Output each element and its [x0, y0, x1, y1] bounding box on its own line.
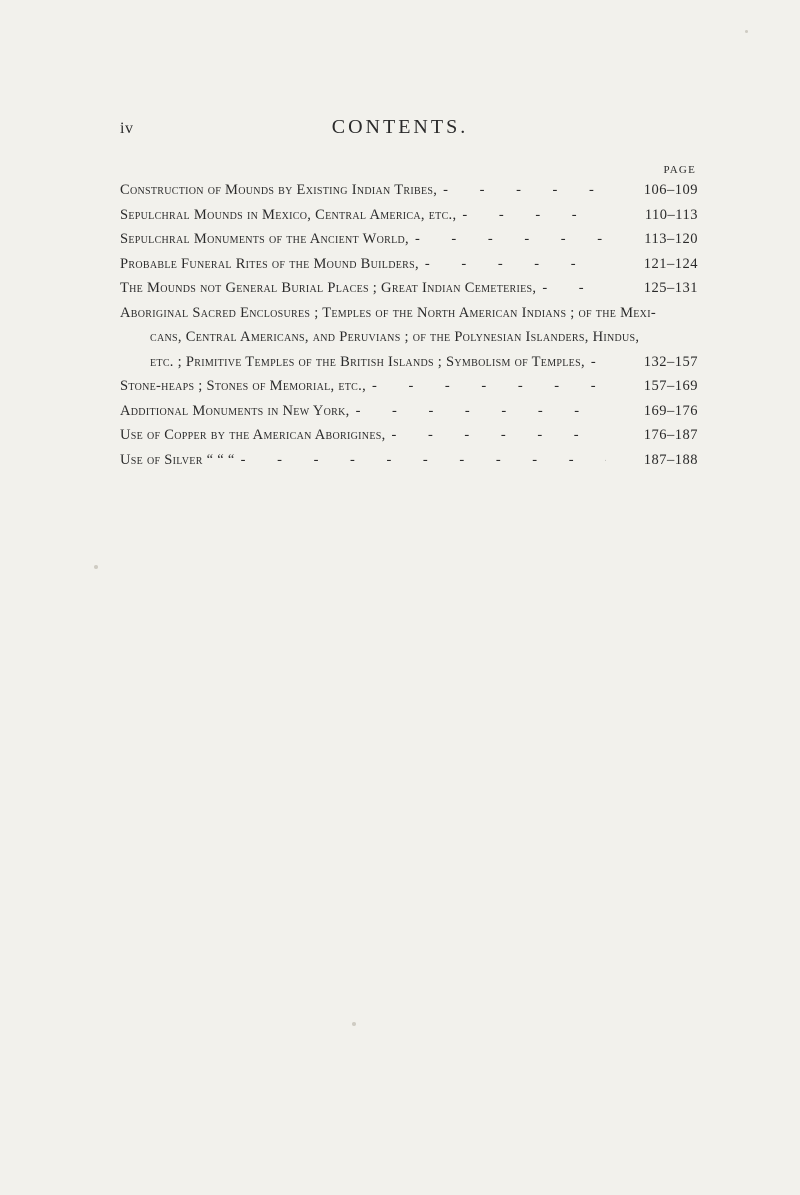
dot-leader [542, 276, 606, 301]
toc-entry-pages: 157–169 [643, 378, 698, 394]
toc-entry-title: Additional Monuments in New York, [120, 402, 350, 419]
dot-leader [356, 399, 606, 424]
toc-entry-pages: 110–113 [644, 206, 698, 223]
toc-entry-line: Aboriginal Sacred Enclosures ; Temples of the North American Indians ; of the Mexi- [120, 304, 656, 321]
page-number: iv [120, 120, 134, 137]
toc-entry-pages: 169–176 [643, 402, 698, 419]
dot-leader [443, 178, 606, 203]
toc-entry [120, 374, 698, 399]
toc-entry-title: The Mounds not General Burial Places ; Great Indian Cemeteries, [120, 280, 537, 296]
toc-entry [120, 178, 698, 203]
toc-entry-multiline [120, 301, 698, 375]
dot-leader [415, 227, 606, 252]
toc-entry [120, 227, 698, 252]
toc-entry-pages: 176–187 [643, 427, 698, 443]
page-title: CONTENTS. [331, 116, 469, 138]
toc-entry [120, 399, 698, 424]
toc-entry [120, 276, 698, 301]
toc-entry-pages: 113–120 [644, 231, 698, 247]
dot-leader [392, 423, 606, 448]
toc-entry-last-line [120, 350, 698, 375]
dot-leader [372, 374, 606, 399]
toc-entry-title: Stone-heaps ; Stones of Memorial, etc., [120, 378, 366, 394]
toc-entry-title: etc. ; Primitive Temples of the British Islands ; Symbolism of Temples, [150, 353, 585, 370]
toc-entry-title: Use of Silver “ “ “ [120, 451, 235, 468]
toc-entry [120, 252, 698, 277]
toc-entry [120, 203, 698, 228]
paper-speck [352, 1022, 356, 1026]
paper-speck [745, 30, 748, 33]
dot-leader [425, 252, 606, 277]
dot-leader [241, 448, 606, 473]
toc-entry-pages: 125–131 [643, 280, 698, 296]
table-of-contents [120, 178, 698, 472]
toc-entry-title: Sepulchral Monuments of the Ancient World, [120, 231, 409, 247]
toc-entry-title: Use of Copper by the American Aborigines, [120, 427, 386, 443]
paper-speck [94, 565, 98, 569]
toc-entry [120, 423, 698, 448]
toc-entry [120, 448, 698, 473]
toc-entry-pages: 132–157 [643, 353, 698, 370]
toc-entry-title: Construction of Mounds by Existing Indian Tribes, [120, 182, 438, 198]
toc-entry-title: Sepulchral Mounds in Mexico, Central America, etc., [120, 206, 457, 223]
toc-entry-pages: 106–109 [643, 182, 698, 198]
toc-entry-title: Probable Funeral Rites of the Mound Builders, [120, 255, 419, 272]
toc-entry-line: cans, Central Americans, and Peruvians ; of the Polynesian Islanders, Hindus, [150, 329, 640, 345]
dot-leader [591, 350, 606, 375]
toc-entry-pages: 121–124 [643, 255, 698, 272]
toc-entry-pages: 187–188 [643, 451, 698, 468]
page-column-header: PAGE [663, 164, 696, 176]
dot-leader [462, 203, 606, 228]
